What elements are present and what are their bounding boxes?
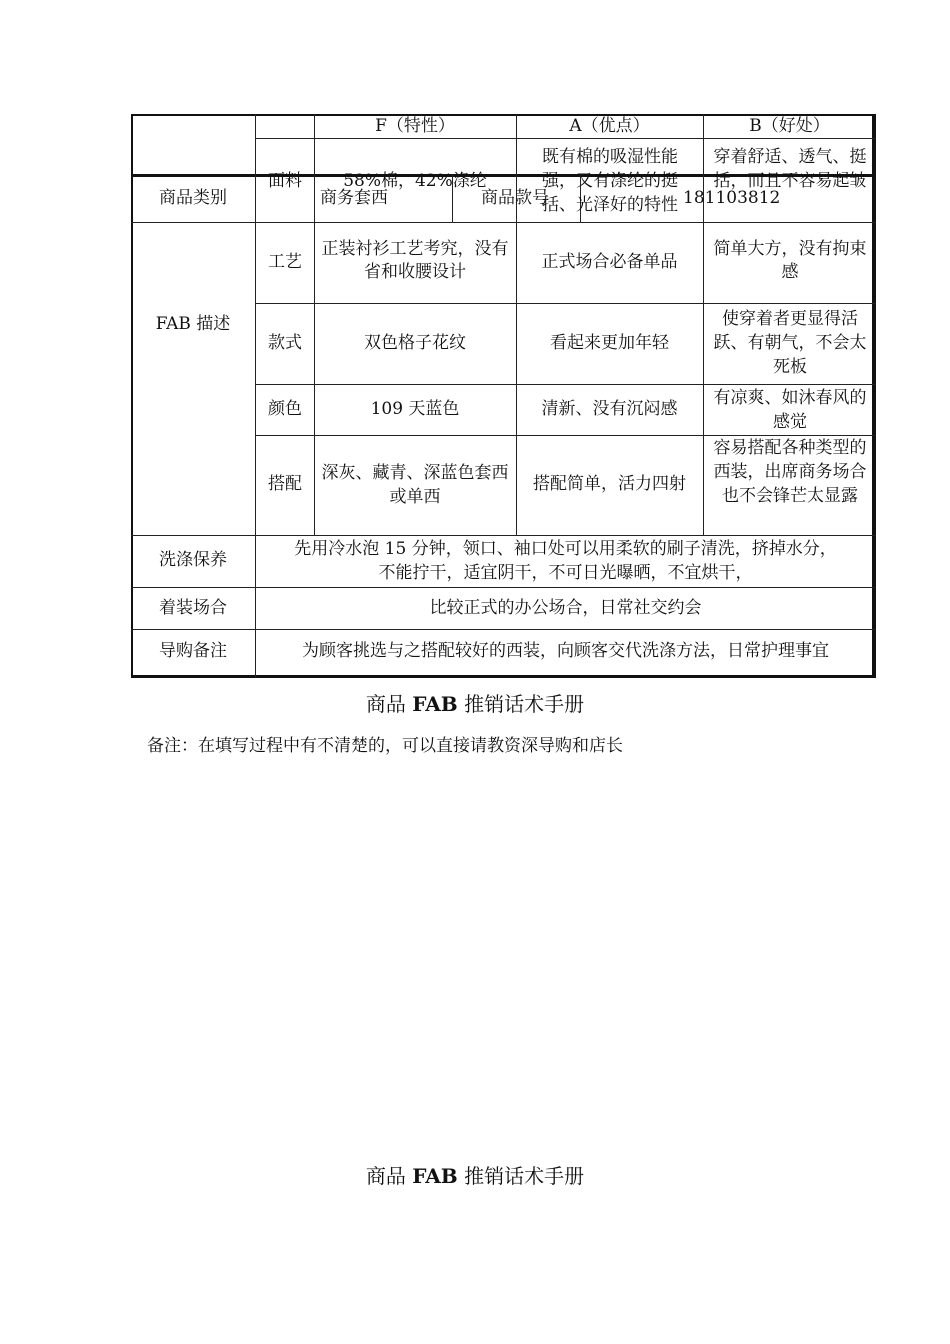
style-feature: 双色格子花纹	[364, 333, 466, 353]
row-divider	[131, 587, 876, 588]
header-b: B（好处）	[749, 116, 830, 136]
row-divider	[255, 384, 876, 385]
care-line-2: 不能拧干，适宜阴干，不可日光曝晒，不宜烘干，	[378, 563, 753, 583]
fabric-feature: 58%棉，42%涤纶	[343, 171, 487, 191]
care-line-1: 先用冷水泡 15 分钟，领口、袖口处可以用柔软的刷子清洗，挤掉水分，	[294, 539, 837, 559]
header-a: A（优点）	[569, 116, 650, 136]
fabric-label: 面料	[268, 171, 302, 191]
manual-title	[0, 688, 950, 717]
col-divider	[703, 114, 704, 536]
row-divider	[131, 535, 876, 536]
row-divider	[255, 303, 876, 304]
guide-note-value: 为顾客挑选与之搭配较好的西装，向顾客交代洗涤方法，日常护理事宜	[302, 641, 829, 661]
style-number-value: 181103812	[683, 188, 781, 208]
occasion-value: 比较正式的办公场合，日常社交约会	[429, 598, 702, 618]
color-benefit: 有凉爽、如沐春风的感觉	[713, 388, 867, 432]
matching-feature: 深灰、藏青、深蓝色套西或单西	[321, 463, 509, 507]
guide-note-label: 导购备注	[159, 641, 227, 661]
title-bold: FAB	[412, 692, 458, 716]
style-label: 款式	[268, 333, 302, 353]
color-advantage: 清新、没有沉闷感	[541, 399, 678, 419]
occasion-label: 着装场合	[159, 598, 227, 618]
row-divider	[131, 629, 876, 630]
craft-label: 工艺	[268, 252, 302, 272]
style-advantage: 看起来更加年轻	[550, 333, 669, 353]
matching-label: 搭配	[268, 474, 302, 494]
row-divider	[131, 222, 876, 223]
matching-benefit: 容易搭配各种类型的西装，出席商务场合也不会锋芒太显露	[713, 438, 867, 506]
color-label: 颜色	[268, 399, 302, 419]
craft-advantage: 正式场合必备单品	[541, 252, 678, 272]
row-divider	[255, 138, 876, 139]
title-prefix: 商品	[365, 692, 413, 716]
title-suffix: 推销话术手册	[457, 692, 585, 716]
manual-title-footer	[0, 1160, 950, 1189]
care-label: 洗涤保养	[159, 550, 227, 570]
fab-description-label: FAB 描述	[155, 314, 231, 334]
fabric-benefit: 穿着舒适、透气、挺括，而且不容易起皱	[713, 147, 867, 191]
style-benefit: 使穿着者更显得活跃、有朝气，不会太死板	[713, 309, 867, 377]
color-feature: 109 天蓝色	[370, 399, 460, 419]
header-f: F（特性）	[375, 116, 455, 136]
note-text: 备注：在填写过程中有不清楚的，可以直接请教资深导购和店长	[147, 736, 623, 756]
style-number-label: 商品款号	[481, 188, 549, 208]
category-value: 商务套西	[320, 188, 388, 208]
category-label: 商品类别	[159, 188, 227, 208]
title-prefix: 商品	[365, 1164, 413, 1188]
craft-benefit: 简单大方，没有拘束感	[713, 239, 867, 282]
col-divider	[255, 114, 256, 678]
title-suffix: 推销话术手册	[457, 1164, 585, 1188]
title-bold: FAB	[412, 1164, 458, 1188]
fabric-advantage: 既有棉的吸湿性能强，又有涤纶的挺括、光泽好的特性	[542, 147, 678, 215]
craft-feature: 正装衬衫工艺考究，没有省和收腰设计	[321, 239, 509, 282]
matching-advantage: 搭配简单，活力四射	[533, 474, 686, 494]
